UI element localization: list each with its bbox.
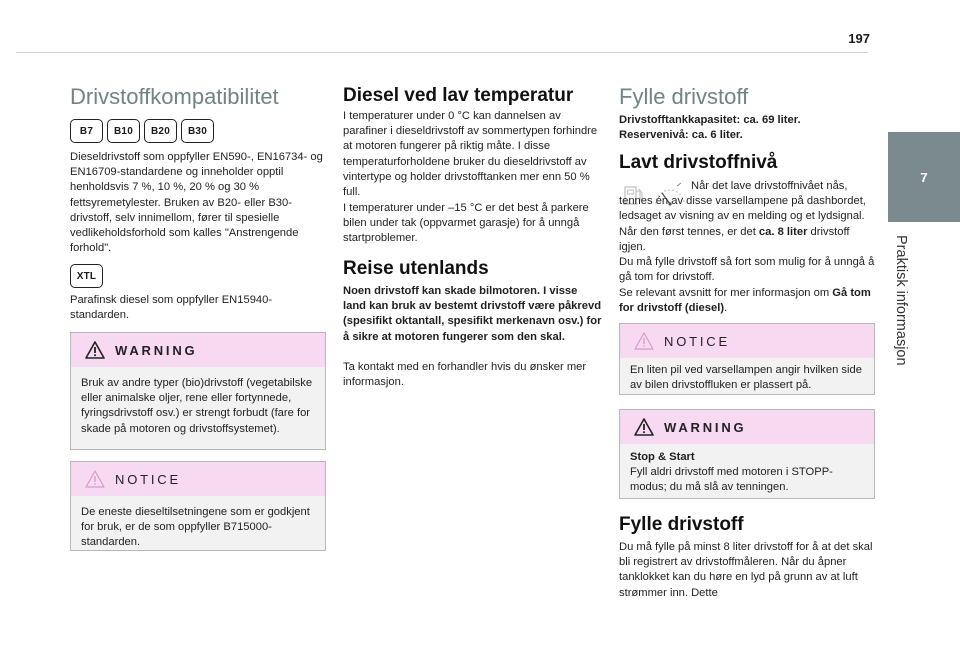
low-fuel-paragraph-2: Du må fylle drivstoff så fort som mulig for å unngå å gå tom for drivstoff.	[619, 256, 875, 284]
chapter-label: Praktisk informasjon	[893, 235, 909, 366]
paraffinic-diesel-text: Parafinsk diesel som oppfyller EN15940-standarden.	[70, 294, 273, 322]
chapter-number: 7	[920, 170, 928, 185]
page-number: 197	[848, 31, 870, 46]
diesel-standards-text: Dieseldrivstoff som oppfyller EN590-, EN16734- og EN16709-standardene og inneholder opptil henholdsvis 7 %, 10 %, 20 % og 30 % fettsyremetylester. Bruken av B20- eller B30-drivstoff, selv innimellom, fører til spesielle vedlikeholdsforhold som kalles "Anstrengende forhold".	[70, 151, 323, 255]
section-title-travel-abroad: Reise utenlands	[343, 258, 489, 279]
header-rule	[16, 52, 868, 53]
low-fuel-paragraph-3: Se relevant avsnitt for mer informasjon om Gå tom for drivstoff (diesel).	[619, 287, 871, 315]
notice-title: NOTICE	[664, 333, 730, 349]
section-title-low-fuel: Lavt drivstoffnivå	[619, 152, 778, 173]
warning-triangle-icon	[85, 341, 105, 359]
warning-subtitle: Stop & Start	[630, 451, 695, 463]
low-fuel-paragraph-1: Når det lave drivstoffnivået nås, tennes én av disse varsellampene på dashbordet, ledsaget av visning av en melding og et lydsignal. Når den først tennes, er det ca. 8 liter drivstoff igjen.	[619, 180, 866, 253]
travel-abroad-bold-text: Noen drivstoff kan skade bilmotoren. I visse land kan bruk av bestemt drivstoff være påkrevd (spesifikt oktantall, spesifikt merkenavn osv.) for å sikre at motoren fungerer som den skal.	[343, 285, 602, 343]
run-out-of-fuel-link: Gå tom for drivstoff (diesel)	[619, 287, 871, 315]
warning-title: WARNING	[664, 419, 747, 435]
fuel-badge-b20: B20	[144, 119, 177, 143]
notice-title: NOTICE	[115, 471, 181, 487]
reserve-level: Reservenivå: ca. 6 liter.	[619, 129, 743, 141]
warning-text: Bruk av andre typer (bio)drivstoff (vegetabilske eller animalske oljer, rene eller fortynnede, fyringsdrivstoff osv.) er strengt forbudt (fare for skade på motoren og drivstoffsystemet).	[81, 377, 313, 435]
notice-box-arrow	[619, 323, 875, 395]
section-title-refuel: Fylle drivstoff	[619, 514, 744, 535]
warning-box-fuel	[70, 332, 326, 450]
notice-triangle-icon	[85, 470, 105, 488]
fuel-badge-xtl: XTL	[70, 264, 103, 288]
notice-triangle-icon	[634, 332, 654, 350]
low-temp-paragraph-2: I temperaturer under –15 °C er det best å parkere bilen under tak (oppvarmet garasje) for å unngå startproblemer.	[343, 202, 589, 245]
notice-box-header	[620, 324, 874, 358]
notice-box-additives	[70, 461, 326, 551]
low-temp-paragraph-1: I temperaturer under 0 °C kan dannelsen av parafiner i dieseldrivstoff av sommertypen forhindre at motoren fungerer på riktig måte. I disse temperaturforholdene bruker du dieseldrivstoff av vintertype og holder drivstofftanken mer enn 50 % full.	[343, 110, 598, 199]
refuel-paragraph: Du må fylle på minst 8 liter drivstoff for å at det skal bli registrert av drivstoffmåleren. Når du åpner tanklokket kan du høre en lyd på grunn av at luft strømmer inn. Dette	[619, 541, 873, 599]
warning-box-header	[620, 410, 874, 444]
warning-text: Fyll aldri drivstoff med motoren i STOPP-modus; du må slå av tenningen.	[630, 466, 833, 494]
travel-abroad-contact-text: Ta kontakt med en forhandler hvis du ønsker mer informasjon.	[343, 361, 587, 389]
warning-box-stop-start	[619, 409, 875, 499]
fuel-badges	[70, 119, 214, 143]
fuel-badge-b7: B7	[70, 119, 103, 143]
warning-box-header	[71, 333, 325, 367]
section-title-refuelling: Fylle drivstoff	[619, 84, 749, 109]
notice-text: De eneste dieseltilsetningene som er godkjent for bruk, er de som oppfyller B715000-standarden.	[81, 506, 310, 549]
fuel-badge-b30: B30	[181, 119, 214, 143]
fuel-badge-b10: B10	[107, 119, 140, 143]
warning-triangle-icon	[634, 418, 654, 436]
section-title-fuel-compatibility: Drivstoffkompatibilitet	[70, 84, 279, 109]
xtl-badge-wrap	[70, 264, 103, 288]
warning-title: WARNING	[115, 342, 198, 358]
section-title-low-temperature: Diesel ved lav temperatur	[343, 85, 574, 106]
tank-capacity: Drivstofftankkapasitet: ca. 69 liter.	[619, 114, 801, 126]
notice-text: En liten pil ved varsellampen angir hvilken side av bilen drivstoffluken er plassert på.	[630, 364, 862, 392]
notice-box-header	[71, 462, 325, 496]
warning-body	[620, 444, 874, 504]
